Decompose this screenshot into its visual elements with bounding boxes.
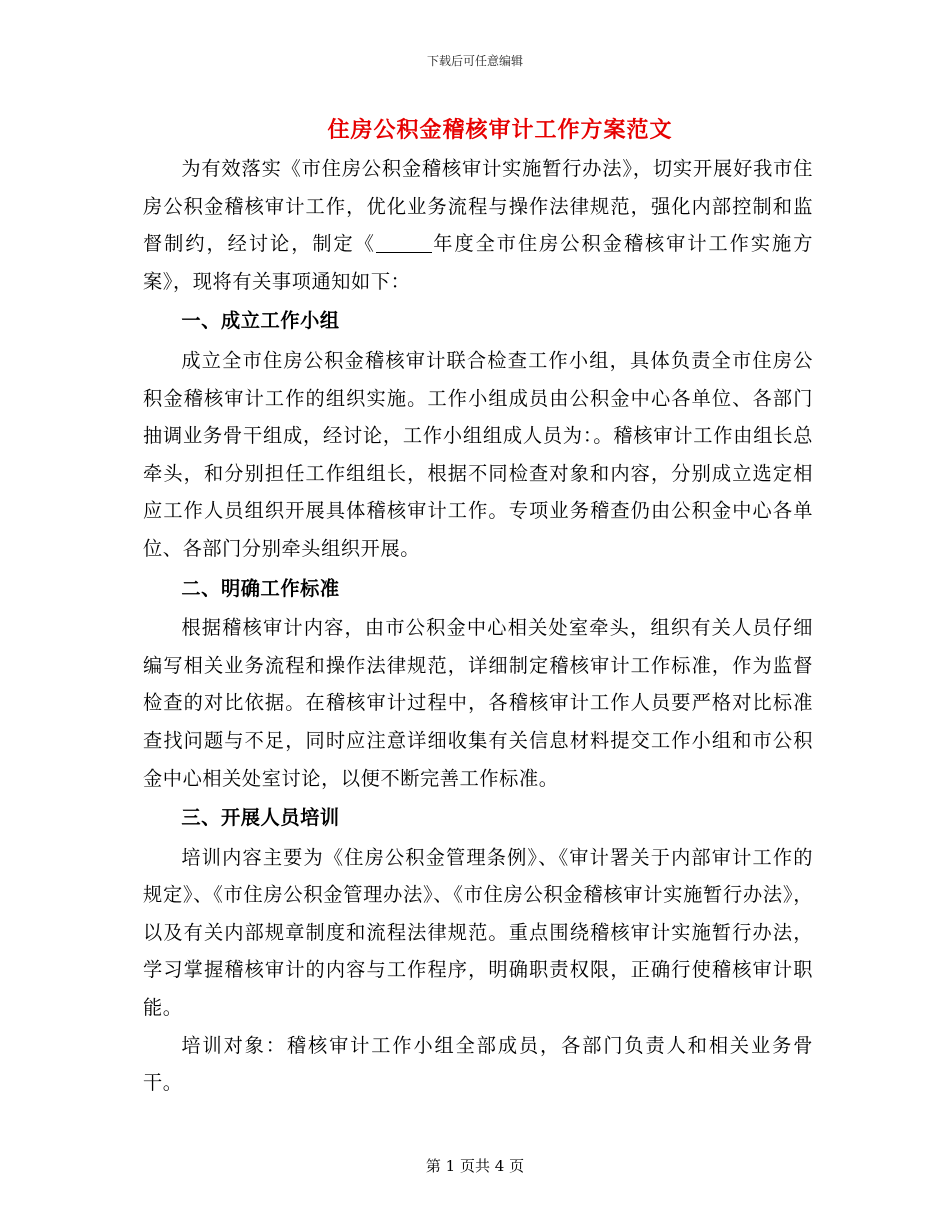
section-heading-1: 一、成立工作小组 [181,309,340,333]
intro-text-part1: 为有效落实《市住房公积金稽核审计实施暂行办法》，切实开展好我市住房公积金稽核审计工作，优化业务流程与操作法律规范，强化内部控制和监督制约，经讨论，制定《 [143,157,813,256]
section-3-paragraph-2: 培训对象：稽核审计工作小组全部成员，各部门负责人和相关业务骨干。 [143,1033,813,1095]
intro-text-part2: 年度全市住房公积金稽核审计工作实施方案》，现将有关事项通知如下： [143,232,813,293]
section-heading-3: 三、开展人员培训 [181,806,340,830]
document-title: 住房公积金稽核审计工作方案范文 [327,117,673,143]
section-3-paragraph-1: 培训内容主要为《住房公积金管理条例》、《审计署关于内部审计工作的规定》、《市住房公积金管理办法》、《市住房公积金稽核审计实施暂行办法》，以及有关内部规章制度和流程法律规范。重点围绕稽核审计实施暂行办法，学习掌握稽核审计的内容与工作程序，明确职责权限，正确行使稽核审计职能。 [143,845,813,1020]
year-blank-underline [376,233,432,253]
section-2-paragraph-1: 根据稽核审计内容，由市公积金中心相关处室牵头，组织有关人员仔细编写相关业务流程和操作法律规范，详细制定稽核审计工作标准，作为监督检查的对比依据。在稽核审计过程中，各稽核审计工作人员要严格对比标准查找问题与不足，同时应注意详细收集有关信息材料提交工作小组和市公积金中心相关处室讨论，以便不断完善工作标准。 [143,616,813,790]
document-body [143,150,813,1102]
section-heading-2: 二、明确工作标准 [181,576,340,600]
page-number-footer: 第 1 页共 4 页 [425,1157,525,1175]
section-1-paragraph-1: 成立全市住房公积金稽核审计联合检查工作小组，具体负责全市住房公积金稽核审计工作的组织实施。工作小组成员由公积金中心各单位、各部门抽调业务骨干组成，经讨论，工作小组组成人员为：。稽核审计工作由组长总牵头，和分别担任工作组组长，根据不同检查对象和内容，分别成立选定相应工作人员组织开展具体稽核审计工作。专项业务稽查仍由公积金中心各单位、各部门分别牵头组织开展。 [143,348,813,560]
intro-paragraph [143,150,813,300]
page-header-note: 下载后可任意编辑 [426,54,523,68]
